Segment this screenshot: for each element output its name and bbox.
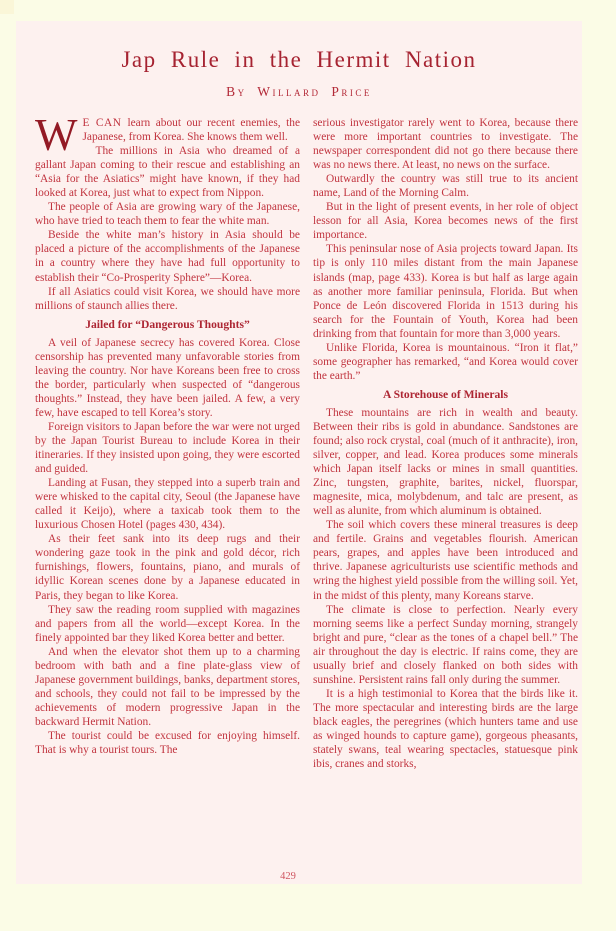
paragraph: The soil which covers these mineral treasures is deep and fertile. Grains and vegetables flourish. American pears, grapes, and apples have been introduced and thrive. Japanese agriculturists use scientific methods and wring the highest yield possible from the willing soil. Yet, in the midst of this plenty, many Koreans starve. — [313, 519, 578, 602]
paragraph: A veil of Japanese secrecy has covered Korea. Close censorship has prevented many unfavorable stories from leaving the country. Nor have Koreans been free to cross the border, particularly when suspected of “dangerous thoughts.” Instead, they have been jailed. A few, a very few, have escaped to tell Korea’s story. — [35, 336, 300, 419]
paragraph: Landing at Fusan, they stepped into a superb train and were whisked to the capital city, Seoul (the Japanese have called it Keijo), where a taxicab took them to the luxurious Chosen Hotel (pages 430, 434). — [35, 477, 300, 532]
paragraph: W E CAN learn about our recent enemies, the Japanese, from Korea. She knows them well. — [35, 110, 300, 160]
magazine-page — [16, 21, 582, 884]
paragraph: But in the light of present events, in her role of object lesson for all Asia, Korea becomes news of the first importance. — [313, 201, 578, 242]
right-column — [313, 116, 578, 771]
paragraph: The climate is close to perfection. Nearly every morning seems like a perfect Sunday morning, strangely bright and pure, “clear as the tones of a chapel bell.” The air throughout the day is electric. If rains come, they are usually brief and closely flanked on both sides with sunshine. Persistent rains fall only during the summer. — [313, 603, 578, 686]
paragraph: Beside the white man’s history in Asia should be placed a picture of the accomplishments of the Japanese in a country where they have had full opportunity to establish their “Co-Prosperity Sphere”—Korea. — [35, 229, 300, 284]
paragraph: It is a high testimonial to Korea that the birds like it. The more spectacular and interesting birds are the large black eagles, the peregrines (which hunters tame and use as winged hounds to capture game), gorgeous pheasants, stately swans, teal wearing spectacles, statuesque pink ibis, cranes and storks, — [313, 687, 578, 771]
scan-corner-artifact — [0, 0, 14, 14]
paragraph: The tourist could be excused for enjoying himself. That is why a tourist tours. The — [35, 729, 300, 757]
article-body — [35, 110, 578, 771]
paragraph: If all Asiatics could visit Korea, we should have more millions of staunch allies there. — [35, 285, 300, 312]
section-heading: Jailed for “Dangerous Thoughts” — [85, 317, 250, 331]
article-title: Jap Rule in the Hermit Nation — [121, 47, 477, 72]
paragraph: These mountains are rich in wealth and beauty. Between their ribs is gold in abundance. Sandstones are found; also rock crystal, coal (much of it anthracite), iron, silver, copper, and lead. Korea produces some minerals which Japan itself lacks or mines in small quantities. Zinc, tungsten, graphite, barites, nickel, fluorspar, magnesite, mica, molybdenum, and talc are present, as well as alunite, from which aluminum is obtained. — [313, 406, 578, 518]
paragraph: serious investigator rarely went to Korea, because there were more important countries to investigate. The newspaper correspondent did not go there because there was no news there. At least, no news on the surface. — [313, 117, 578, 172]
paragraph: As their feet sank into its deep rugs and their wondering gaze took in the pink and gold décor, rich furnishings, flowers, fountains, piano, and murals of idyllic Korean scenes done by a Japanese educated in Paris, they began to like Korea. — [35, 533, 300, 602]
paragraph: The millions in Asia who dreamed of a gallant Japan coming to their rescue and establishing an “Asia for the Asiatics” might have known, if they had looked at Korea, just what to expect from Nippon. — [35, 145, 300, 200]
lead-caps: E CAN — [82, 117, 128, 129]
left-column — [35, 110, 300, 771]
paragraph: And when the elevator shot them up to a charming bedroom with bath and a fine plate-glass view of Japanese government buildings, banks, department stores, and schools, they could not fail to be impressed by the achievements of modern progressive Japan in the backward Hermit Nation. — [35, 645, 300, 728]
paragraph: Unlike Florida, Korea is mountainous. “Iron it flat,” some geographer has remarked, “and Korea would cover the earth.” — [313, 341, 578, 382]
paragraph: They saw the reading room supplied with magazines and papers from all the world—except Korea. In the finely appointed bar they liked Korea better and better. — [35, 603, 300, 644]
paragraph: Foreign visitors to Japan before the war were not urged by the Japan Tourist Bureau to include Korea in their itineraries. If they insisted upon going, they were escorted and guided. — [35, 420, 300, 476]
drop-cap: W — [35, 110, 78, 160]
section-heading: A Storehouse of Minerals — [382, 387, 509, 401]
paragraph: This peninsular nose of Asia projects toward Japan. Its tip is only 110 miles distant from the main Japanese islands (map, page 433). Korea is but half as large again as another more familiar peninsula, Florida. But when Ponce de León discovered Florida in 1513 during his search for the Fountain of Youth, Korea had been drinking from that fountain for more than 3,000 years. — [313, 243, 578, 340]
page-number: 429 — [280, 871, 296, 882]
paragraph: The people of Asia are growing wary of the Japanese, who have tried to teach them to fear the white man. — [35, 201, 300, 228]
article-byline: By Willard Price — [226, 84, 372, 99]
paragraph: Outwardly the country was still true to its ancient name, Land of the Morning Calm. — [313, 173, 578, 200]
